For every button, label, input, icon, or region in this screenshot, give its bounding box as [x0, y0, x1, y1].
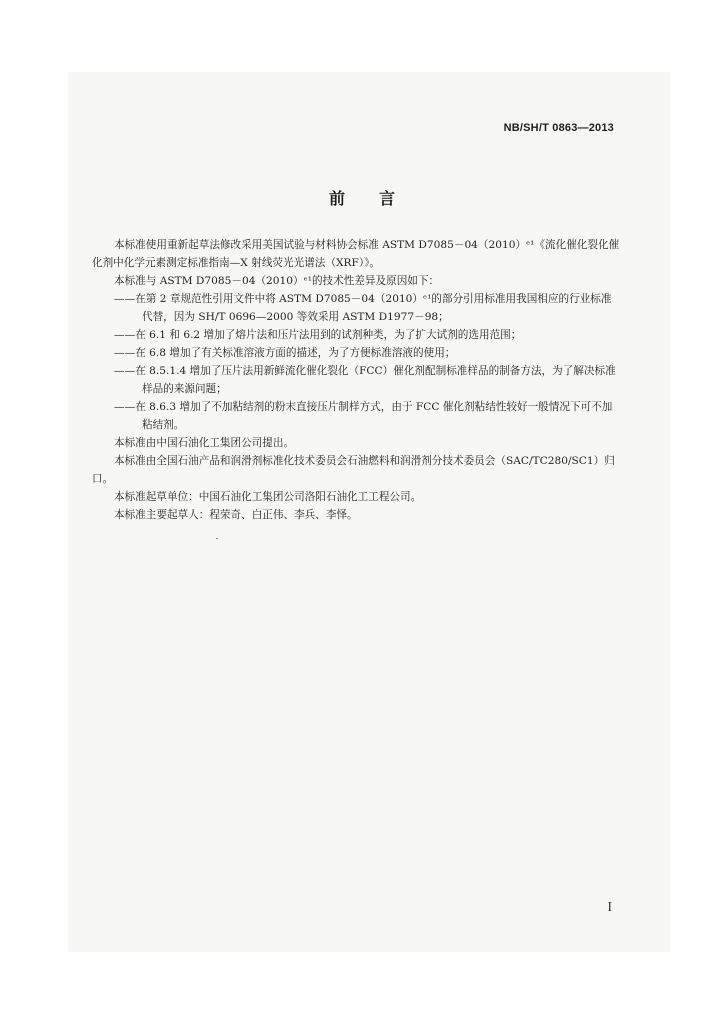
difference-item: ——在 6.8 增加了有关标准溶液方面的描述，为了方便标准溶液的使用； — [114, 347, 456, 359]
difference-item: ——在 8.5.1.4 增加了压片法用新鲜流化催化裂化（FCC）催化剂配制标准样品的制备方法，为了解决标准样品的来源问题； — [114, 365, 616, 395]
page-title: 前言 — [328, 189, 429, 208]
paragraph-adoption: 本标准使用重新起草法修改采用美国试验与材料协会标准 ASTM D7085－04（2010）ᵉ¹《流化催化裂化催化剂中化学元素测定标准指南—X 射线荧光光谱法（XRF）》。 — [92, 239, 620, 269]
foreword-body — [92, 236, 622, 524]
paragraph-drafting-unit: 本标准起草单位：中国石油化工集团公司洛阳石油化工工程公司。 — [114, 491, 422, 503]
paragraph-proposer: 本标准由中国石油化工集团公司提出。 — [114, 437, 295, 449]
paragraph-drafters: 本标准主要起草人：程荣奇、白正伟、李兵、李怿。 — [114, 509, 358, 521]
paragraph-committee: 本标准由全国石油产品和润滑剂标准化技术委员会石油燃料和润滑剂分技术委员会（SAC/TC280/SC1）归口。 — [92, 455, 615, 485]
difference-item: ——在 8.6.3 增加了不加粘结剂的粉末直接压片制样方式，由于 FCC 催化剂粘结性较好一般情况下可不加粘结剂。 — [114, 401, 613, 431]
page-number: I — [607, 900, 612, 915]
scan-speck — [216, 538, 218, 539]
difference-item: ——在第 2 章规范性引用文件中将 ASTM D7085－04（2010）ᵉ¹的部分引用标准用我国相应的行业标准代替，因为 SH/T 0696—2000 等效采用 ASTM D1977－98； — [114, 293, 612, 323]
paragraph-differences-intro: 本标准与 ASTM D7085－04（2010）ᵉ¹的技术性差异及原因如下： — [114, 275, 440, 287]
standard-code: NB/SH/T 0863—2013 — [503, 122, 614, 134]
difference-item: ——在 6.1 和 6.2 增加了熔片法和压片法用到的试剂种类，为了扩大试剂的选用范围； — [114, 329, 522, 341]
